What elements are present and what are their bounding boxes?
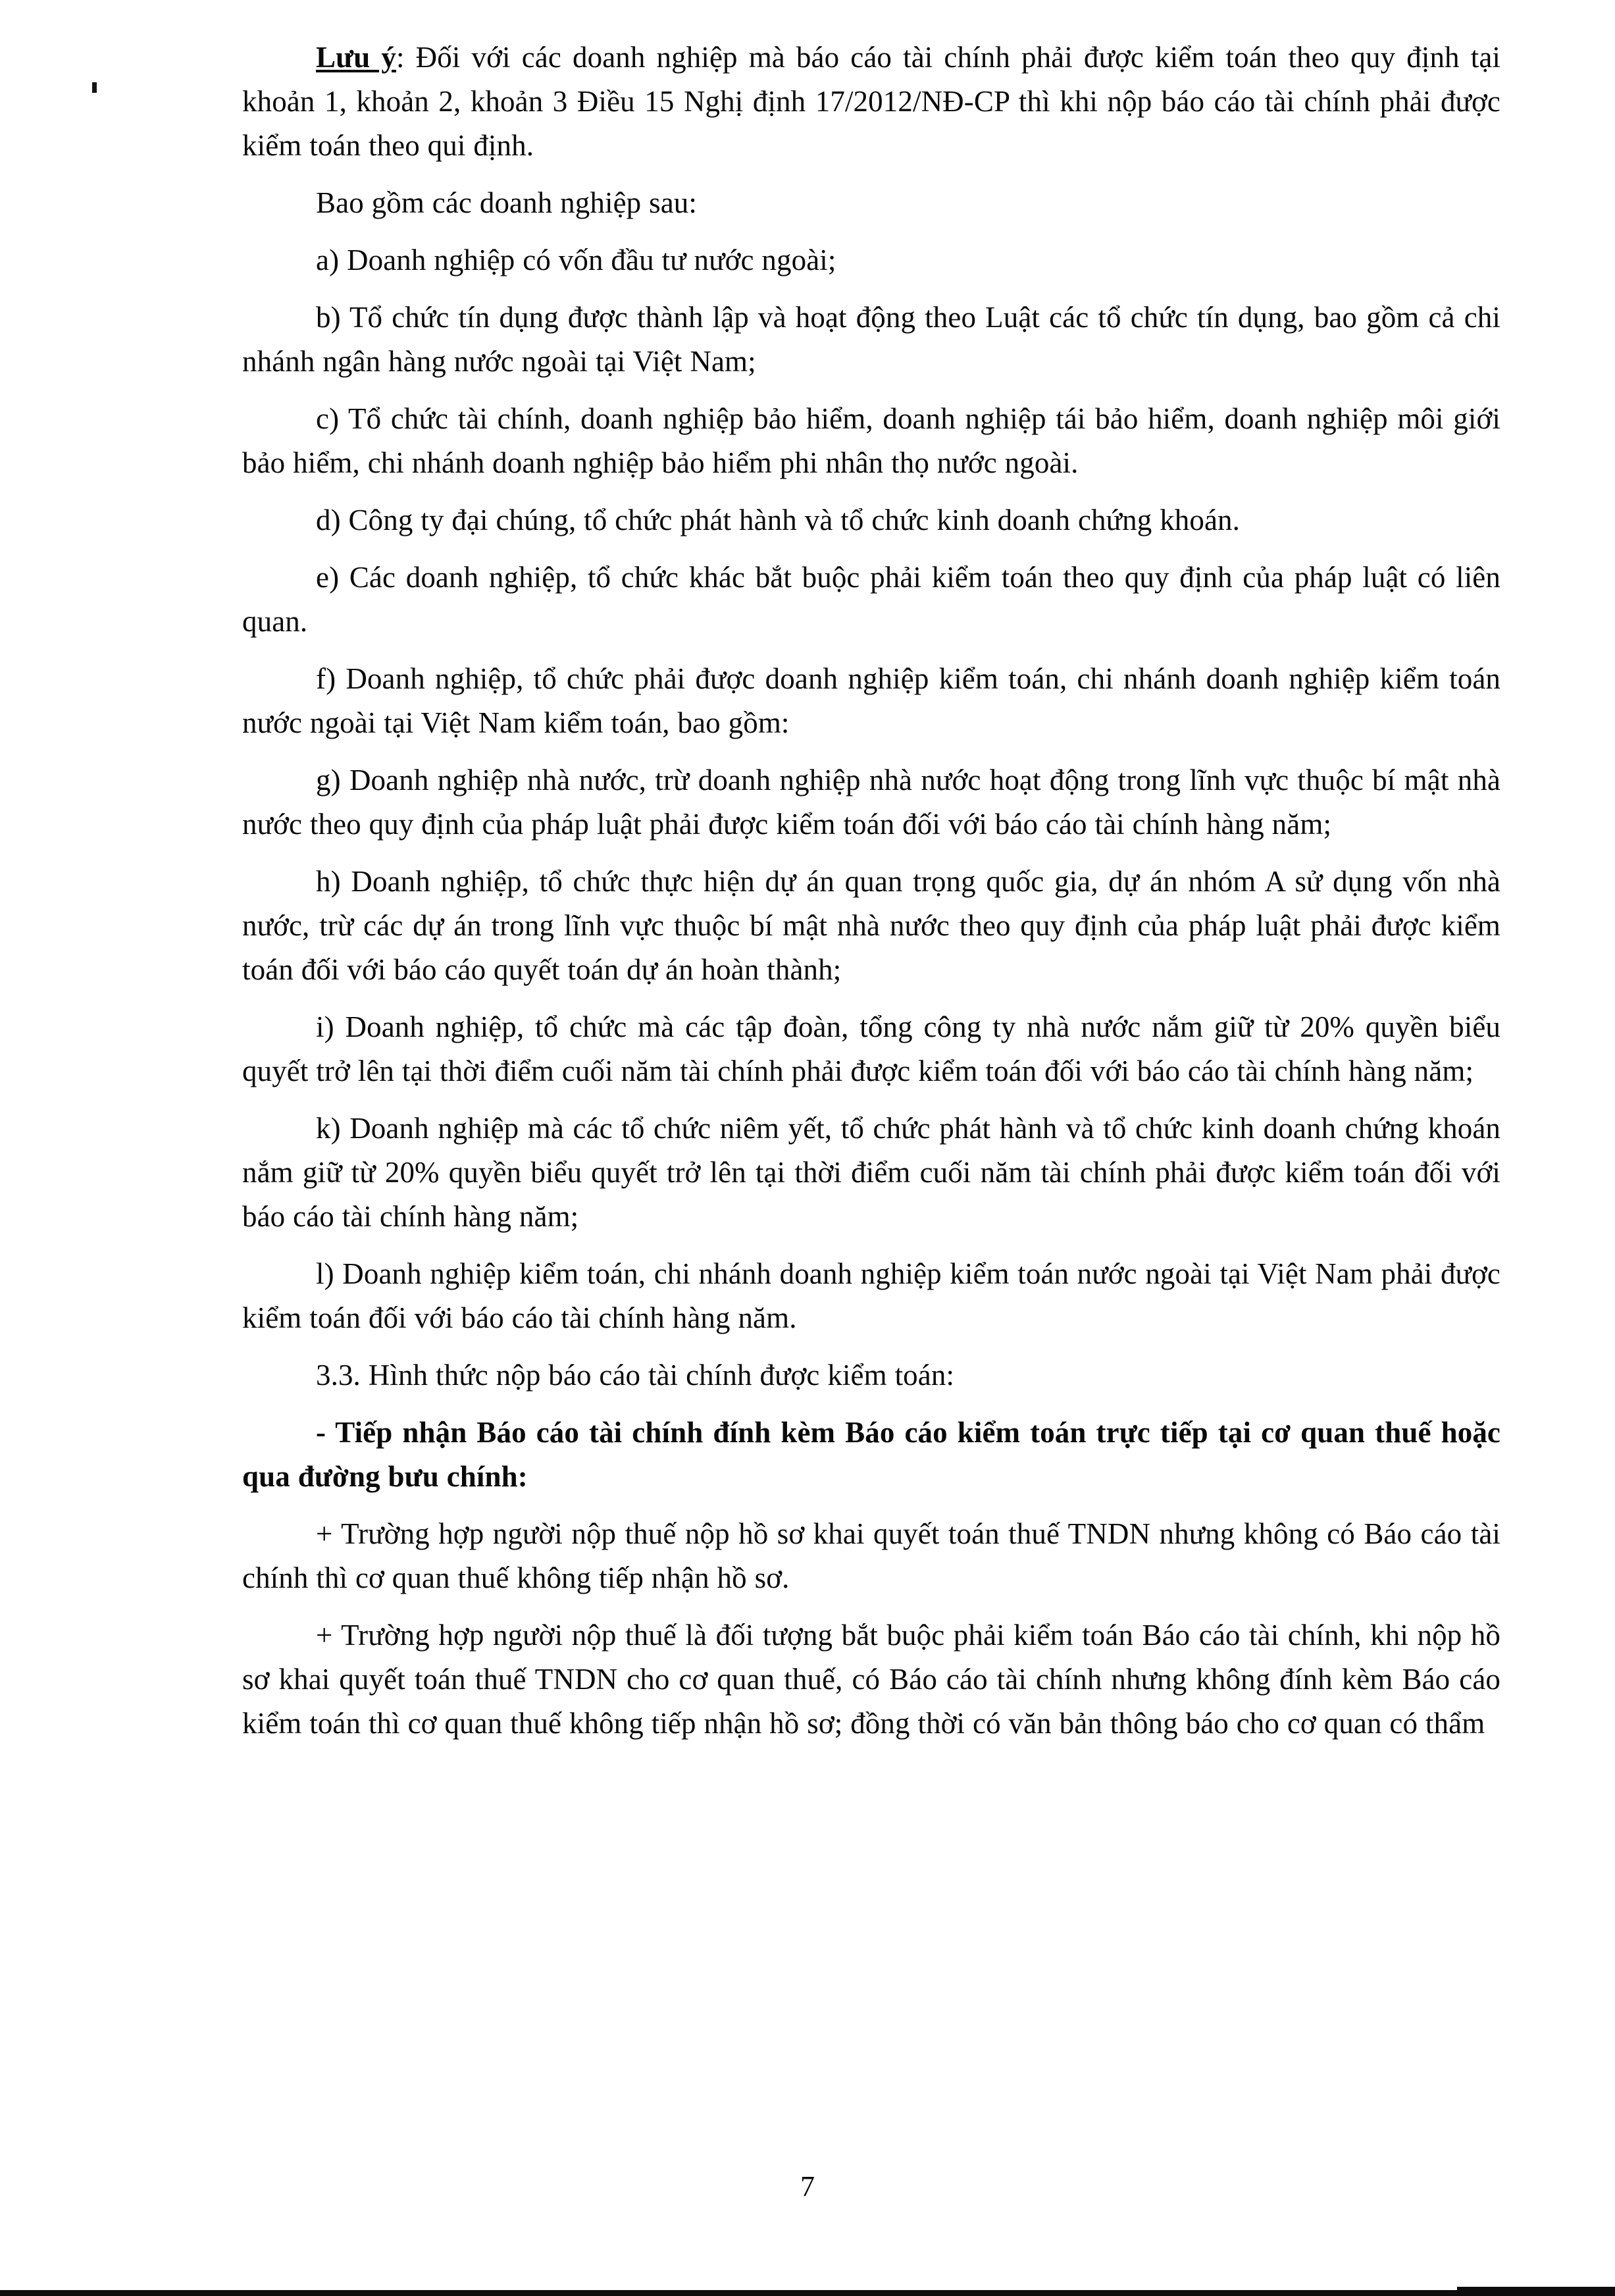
paragraph-item-e: e) Các doanh nghiệp, tổ chức khác bắt buộc phải kiểm toán theo quy định của pháp luật có liên quan.: [242, 561, 1500, 638]
note-body-text: : Đối với các doanh nghiệp mà báo cáo tài chính phải được kiểm toán theo quy định tại khoản 1, khoản 2, khoản 3 Điều 15 Nghị định 17/2012/NĐ-CP thì khi nộp báo cáo tài chính phải được kiểm toán theo qui định.: [242, 41, 1500, 162]
paragraph-item-f: f) Doanh nghiệp, tổ chức phải được doanh nghiệp kiểm toán, chi nhánh doanh nghiệp kiểm toán nước ngoài tại Việt Nam kiểm toán, bao gồm:: [242, 662, 1500, 739]
paragraph-item-d: d) Công ty đại chúng, tổ chức phát hành và tổ chức kinh doanh chứng khoán.: [316, 504, 1241, 536]
paragraph-bullet-plus-1: + Trường hợp người nộp thuế nộp hồ sơ khai quyết toán thuế TNDN nhưng không có Báo cáo tài chính thì cơ quan thuế không tiếp nhận hồ sơ.: [242, 1517, 1500, 1594]
paragraph-item-i: i) Doanh nghiệp, tổ chức mà các tập đoàn, tổng công ty nhà nước nắm giữ từ 20% quyền biểu quyết trở lên tại thời điểm cuối năm tài chính phải được kiểm toán đối với báo cáo tài chính hàng năm;: [242, 1010, 1500, 1087]
paragraph-item-k: k) Doanh nghiệp mà các tổ chức niêm yết, tổ chức phát hành và tổ chức kinh doanh chứng khoán nắm giữ từ 20% quyền biểu quyết trở lên tại thời điểm cuối năm tài chính phải được kiểm toán đối với báo cáo tài chính hàng năm;: [242, 1112, 1500, 1233]
page-number: 7: [800, 2170, 815, 2203]
paragraph-item-c: c) Tổ chức tài chính, doanh nghiệp bảo hiểm, doanh nghiệp tái bảo hiểm, doanh nghiệp môi giới bảo hiểm, chi nhánh doanh nghiệp bảo hiểm phi nhân thọ nước ngoài.: [242, 402, 1500, 479]
paragraph-item-a: a) Doanh nghiệp có vốn đầu tư nước ngoài;: [316, 244, 836, 276]
note-label: Lưu ý: [316, 41, 397, 74]
paragraph-item-l: l) Doanh nghiệp kiểm toán, chi nhánh doanh nghiệp kiểm toán nước ngoài tại Việt Nam phải được kiểm toán đối với báo cáo tài chính hàng năm.: [242, 1257, 1500, 1334]
document-body: [242, 36, 1500, 1746]
paragraph-item-h: h) Doanh nghiệp, tổ chức thực hiện dự án quan trọng quốc gia, dự án nhóm A sử dụng vốn nhà nước, trừ các dự án trong lĩnh vực thuộc bí mật nhà nước theo quy định của pháp luật phải được kiểm toán đối với báo cáo quyết toán dự án hoàn thành;: [242, 865, 1500, 986]
paragraph-section-3-3: 3.3. Hình thức nộp báo cáo tài chính được kiểm toán:: [316, 1359, 955, 1392]
scan-artifact-speck: [92, 82, 97, 93]
paragraph-note-intro: [242, 36, 1500, 168]
paragraph-subheading-direct-submission: - Tiếp nhận Báo cáo tài chính đính kèm Báo cáo kiểm toán trực tiếp tại cơ quan thuế hoặc qua đường bưu chính:: [242, 1416, 1500, 1493]
paragraph-item-g: g) Doanh nghiệp nhà nước, trừ doanh nghiệp nhà nước hoạt động trong lĩnh vực thuộc bí mật nhà nước theo quy định của pháp luật phải được kiểm toán đối với báo cáo tài chính hàng năm;: [242, 764, 1500, 841]
paragraph-includes-intro: Bao gồm các doanh nghiệp sau:: [316, 186, 697, 219]
scan-artifact-bottom-edge: [0, 2290, 1615, 2296]
paragraph-item-b: b) Tổ chức tín dụng được thành lập và hoạt động theo Luật các tổ chức tín dụng, bao gồm cả chi nhánh ngân hàng nước ngoài tại Việt Nam;: [242, 301, 1500, 378]
paragraph-bullet-plus-2: + Trường hợp người nộp thuế là đối tượng bắt buộc phải kiểm toán Báo cáo tài chính, khi nộp hồ sơ khai quyết toán thuế TNDN cho cơ quan thuế, có Báo cáo tài chính nhưng không đính kèm Báo cáo kiểm toán thì cơ quan thuế không tiếp nhận hồ sơ; đồng thời có văn bản thông báo cho cơ quan có thẩm: [242, 1619, 1500, 1740]
